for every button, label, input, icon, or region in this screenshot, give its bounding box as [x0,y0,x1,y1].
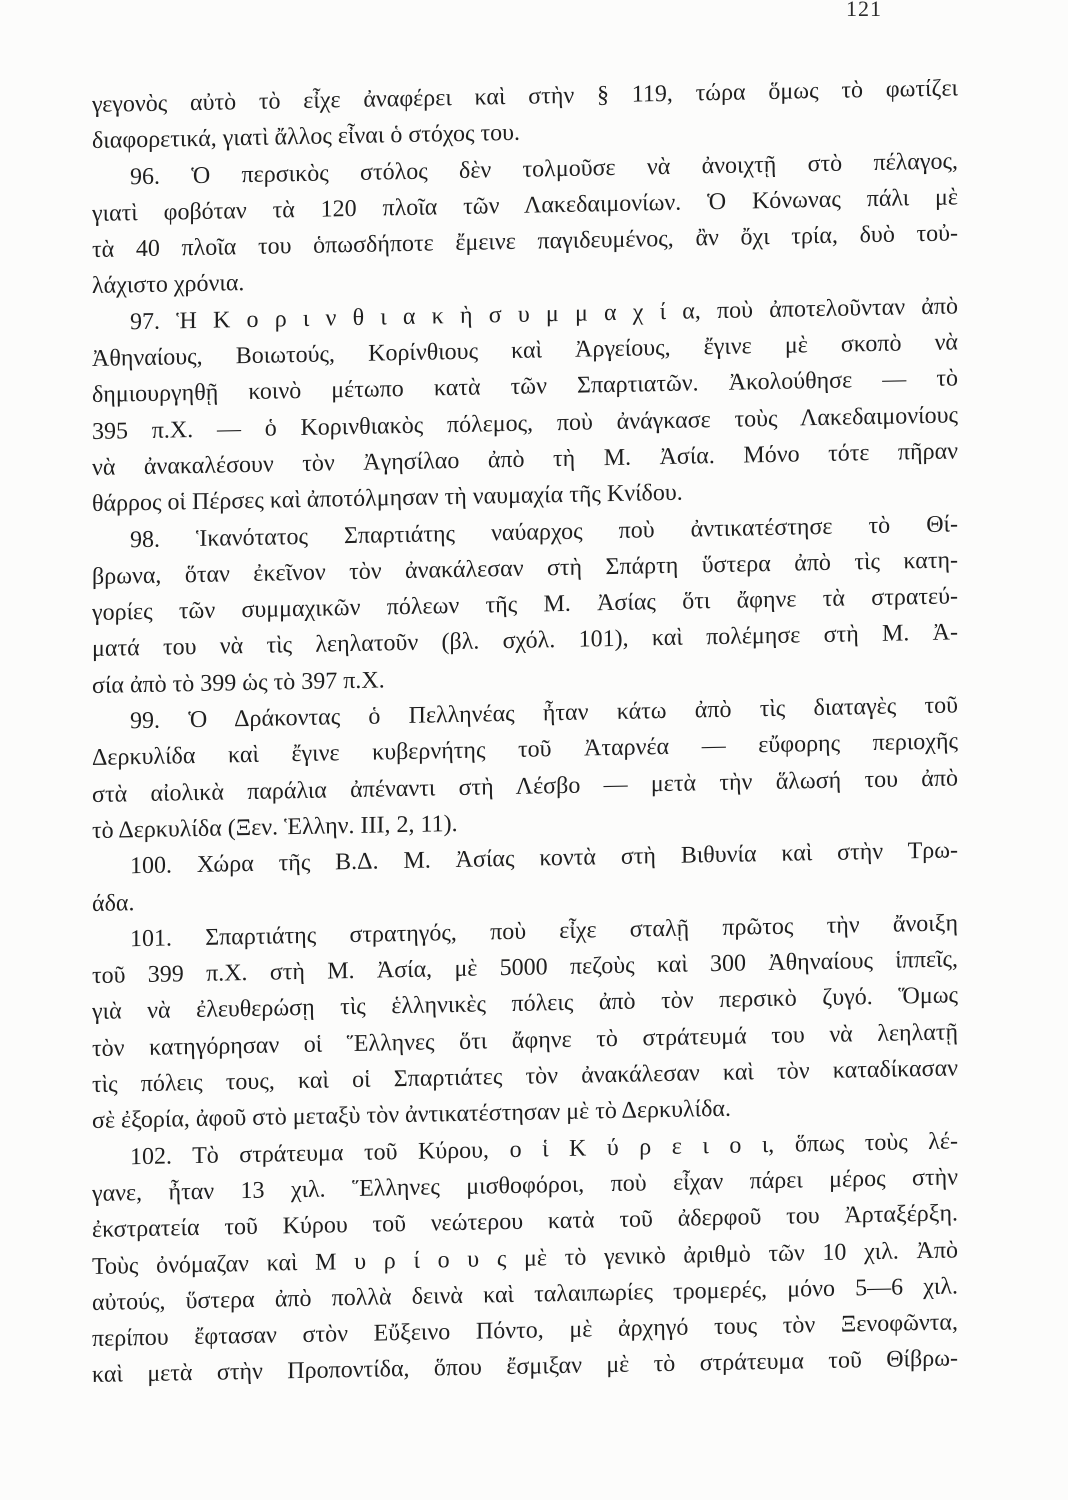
text-line: νὰ ἀνακαλέσουν τὸν Ἀγησίλαο ἀπὸ τὴ Μ. Ἀσία. Μόνο τότε πῆραν [92,438,958,481]
note-97 [92,288,958,522]
note-99 [92,687,958,849]
text-line: δημιουργηθῇ κοινὸ μέτωπο κατὰ τῶν Σπαρτιατῶν. Ἀκολούθησε — τὸ [92,365,958,409]
note-96 [92,143,958,305]
text-line: 99. Ὁ Δράκοντας ὁ Πελληνέας ἦταν κάτω ἀπὸ τὶς διαταγὲς τοῦ [130,692,958,735]
page-number: 121 [846,0,882,21]
text-line: περίπου ἔφτασαν στὸν Εὔξεινο Πόντο, μὲ ἀρχηγό τους τὸν Ξενοφῶντα, [92,1309,958,1353]
text-line: γορίες τῶν συμμαχικῶν πόλεων τῆς Μ. Ἀσίας ὅτι ἄφηνε τὰ στρατεύ- [92,583,958,627]
text-line: τὶς πόλεις τους, καὶ οἱ Σπαρτιάτες τὸν ἀνακάλεσαν καὶ τὸν καταδίκασαν [92,1055,958,1099]
text-line: 101. Σπαρτιάτης στρατηγός, ποὺ εἶχε σταλῇ πρῶτος τὴν ἄνοιξη [130,910,958,953]
text-line: βρωνα, ὅταν ἐκεῖνον τὸν ἀνακάλεσαν στὴ Σπάρτη ὕστερα ἀπὸ τὶς κατη- [92,547,958,590]
text-line: άδα. [92,889,135,917]
text-line: 395 π.Χ. — ὁ Κορινθιακὸς πόλεμος, ποὺ ἀνάγκασε τοὺς Λακεδαιμονίους [92,402,958,445]
text-line: 102. Τὸ στράτευμα τοῦ Κύρου, ο ἱ Κ ύ ρ ε ι ο ι, ὅπως τοὺς λέ- [130,1127,958,1170]
text-line: στὰ αἰολικὰ παράλια ἀπέναντι στὴ Λέσβο — μετὰ τὴν ἅλωσή του ἀπὸ [92,765,958,808]
text-line: 98. Ἱκανότατος Σπαρτιάτης ναύαρχος ποὺ ἀντικατέστησε τὸ Θί- [130,510,958,553]
text-line: ἐκστρατεία τοῦ Κύρου τοῦ νεώτερου κατὰ τοῦ ἀδερφοῦ του Ἀρταξέρξη. [92,1200,958,1244]
note-98 [92,506,958,704]
text-line: τὸ Δερκυλίδα (Ξεν. Ἑλλην. III, 2, 11). [92,810,458,844]
text-line: Ἀθηναίους, Βοιωτούς, Κορίνθιους καὶ Ἀργείους, ἔγινε μὲ σκοπὸ νὰ [92,329,958,373]
text-line: γανε, ἦταν 13 χιλ. Ἕλληνες μισθοφόροι, ποὺ εἶχαν πάρει μέρος στὴν [92,1164,958,1207]
text-line: τὰ 40 πλοῖα του ὁπωσδήποτε ἔμεινε παγιδευμένος, ἂν ὄχι τρία, δυὸ τοὐ- [92,220,958,264]
text-line: 97. Ἡ Κ ο ρ ι ν θ ι α κ ὴ σ υ μ μ α χ ί α, ποὺ ἀποτελοῦνταν ἀπὸ [130,293,958,336]
text-line: θάρρος οἱ Πέρσες καὶ ἀποτόλμησαν τὴ ναυμαχία τῆς Κνίδου. [92,479,683,518]
note-102 [92,1123,958,1394]
text-line: ματά του νὰ τὶς λεηλατοῦν (βλ. σχόλ. 101), καὶ πολέμησε στὴ Μ. Ἀ- [92,619,958,663]
text-line: τὸν κατηγόρησαν οἱ Ἕλληνες ὅτι ἄφηνε τὸ στράτευμά του νὰ λεηλατῇ [92,1019,958,1062]
text-line: γιὰ νὰ ἐλευθερώσῃ τὶς ἑλληνικὲς πόλεις ἀπὸ τὸν περσικὸ ζυγό. Ὅμως [92,982,958,1026]
text-line: αὐτούς, ὕστερα ἀπὸ πολλὰ δεινὰ καὶ ταλαιπωρίες τρομερές, μόνο 5—6 χιλ. [92,1273,958,1316]
text-line: τοῦ 399 π.Χ. στὴ Μ. Ἀσία, μὲ 5000 πεζοὺς καὶ 300 Ἀθηναίους ἱππεῖς, [92,946,958,990]
text-line: 96. Ὁ περσικὸς στόλος δὲν τολμοῦσε νὰ ἀνοιχτῇ στὸ πέλαγος, [130,147,958,190]
text-line: καὶ μετὰ στὴν Προποντίδα, ὅπου ἔσμιξαν μὲ τὸ στράτευμα τοῦ Θίβρω- [92,1345,958,1389]
text-line: λάχιστο χρόνια. [92,270,245,300]
text-line: σία ἀπὸ τὸ 399 ὡς τὸ 397 π.Χ. [92,667,385,699]
text-line: γιατὶ φοβόταν τὰ 120 πλοῖα τῶν Λακεδαιμονίων. Ὁ Κόνωνας πάλι μὲ [92,184,958,227]
text-line: σὲ ἐξορία, ἀφοῦ στὸ μεταξὺ τὸν ἀντικατέστησαν μὲ τὸ Δερκυλίδα. [92,1096,731,1135]
text-line: διαφορετικά, γιατὶ ἄλλος εἶναι ὁ στόχος του. [92,120,521,155]
text-line: 100. Χώρα τῆς Β.Δ. Μ. Ἀσίας κοντὰ στὴ Βιθυνία καὶ στὴν Τρω- [130,837,958,880]
note-101 [92,905,958,1139]
text-line: Τοὺς ὀνόμαζαν καὶ Μ υ ρ ί ο υ ς μὲ τὸ γενικὸ ἀριθμὸ τῶν 10 χιλ. Ἀπὸ [92,1236,958,1280]
notes-text-block [92,70,958,1393]
text-line: Δερκυλίδα καὶ ἔγινε κυβερνήτης τοῦ Ἀταρνέα — εὔφορης περιοχῆς [92,728,958,772]
text-line: γεγονὸς αὐτὸ τὸ εἶχε ἀναφέρει καὶ στὴν § 119, τώρα ὅμως τὸ φωτίζει [92,75,958,118]
